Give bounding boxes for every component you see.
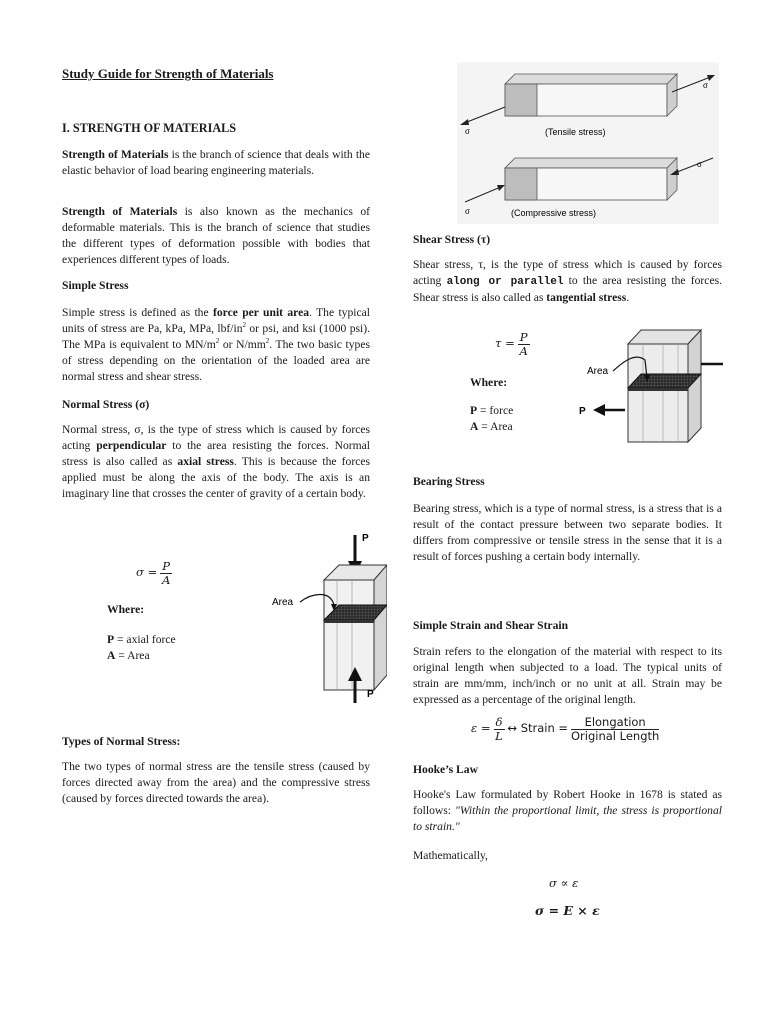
paragraph-shear: Shear stress, τ, is the type of stress which is caused by forces acting along or parallel to the area resisting the forces. Shear stress is also called as tangential stress. bbox=[413, 258, 722, 304]
shear-stress-figure bbox=[573, 322, 723, 447]
normal-stress-figure bbox=[212, 525, 387, 715]
tensile-compressive-figure bbox=[457, 62, 719, 224]
p-bottom-label: P bbox=[367, 689, 374, 700]
where-label-2: Where: bbox=[470, 376, 508, 389]
where-label: Where: bbox=[107, 603, 145, 616]
definition-a-2: A = Area bbox=[470, 420, 513, 433]
types-heading: Types of Normal Stress: bbox=[62, 735, 181, 748]
paragraph-hooke: Hooke's Law formulated by Robert Hooke in 1678 is stated as follows: "Within the proportional limit, the stress is proportional to strain." bbox=[413, 788, 722, 833]
hooke-heading: Hooke’s Law bbox=[413, 763, 478, 776]
sigma-label-2: σ bbox=[703, 81, 708, 90]
definition-p-2: P = force bbox=[470, 404, 514, 417]
hooke-equation: σ = E × ε bbox=[535, 903, 600, 918]
sigma-label-1: σ bbox=[465, 127, 470, 136]
shear-block-front bbox=[628, 344, 688, 442]
mathematically-text: Mathematically, bbox=[413, 849, 488, 862]
definition-p: P = axial force bbox=[107, 633, 176, 646]
shear-stress-heading: Shear Stress (τ) bbox=[413, 233, 491, 246]
tensile-caption: (Tensile stress) bbox=[545, 127, 606, 137]
term-strength-of-materials-2: Strength of Materials bbox=[62, 205, 178, 218]
paragraph-types: The two types of normal stress are the tensile stress (caused by forces directed away from the area) and the compressive stress (caused by forces directed towards the area). bbox=[62, 760, 370, 805]
arrow-left-icon-3 bbox=[593, 404, 605, 416]
paragraph-simple-stress: Simple stress is defined as the force per unit area. The typical units of stress are Pa, kPa, MPa, lbf/$in^2$ or psi, and ksi (1000 psi). The MPa is equivalent to $MN/m^2$ or $N/mm^2$. The two basic types of stress depending on the orientation of the loaded area are normal stress and shear stress. bbox=[62, 306, 371, 383]
shear-stress-formula: τ = $\frac{P}{A}$ bbox=[495, 330, 528, 358]
shear-area bbox=[628, 374, 701, 388]
paragraph-strain: Strain refers to the elongation of the material with respect to its original length when subjected to a load. The typical units of strain are mm/mm, inch/inch or no unit at all. Strain may be expressed as a percentage of the original length. bbox=[413, 645, 722, 706]
definition-a: A = Area bbox=[107, 649, 150, 662]
paragraph-mechanics: Strength of Materials is also known as the mechanics of deformable materials. This is the branch of science that studies the different types of deformation possible with bodies that experiences different types of loads. bbox=[62, 205, 370, 266]
term-strength-of-materials: Strength of Materials bbox=[62, 148, 169, 161]
page-title: Study Guide for Strength of Materials bbox=[62, 66, 274, 81]
block-front-face bbox=[324, 580, 374, 690]
section-heading: I. STRENGTH OF MATERIALS bbox=[62, 121, 237, 135]
paragraph-bearing: Bearing stress, which is a type of normal stress, is a stress that is a result of the contact pressure between two separate bodies. It differs from compressive or tensile stress in the sense that it is a result of forces pushing a certain body internally. bbox=[413, 502, 722, 563]
paragraph-normal-stress: Normal stress, σ, is the type of stress which is caused by forces acting perpendicular to the area resisting the forces. Normal stress is also called as axial stress. This is because the forces applied must be along the axis of the body. The axis is an imaginary line that crosses the center of gravity of a certain body. bbox=[62, 423, 371, 500]
bearing-stress-heading: Bearing Stress bbox=[413, 475, 485, 488]
sigma-label-3: σ bbox=[465, 207, 470, 216]
paragraph-definition: Strength of Materials is the branch of science that deals with the elastic behavior of load bearing engineering materials. bbox=[62, 148, 370, 177]
normal-stress-formula: σ = $\frac{P}{A}$ bbox=[136, 559, 171, 587]
strain-heading: Simple Strain and Shear Strain bbox=[413, 619, 569, 632]
block-side-face bbox=[374, 565, 387, 690]
p-top-label: P bbox=[362, 533, 369, 544]
area-label: Area bbox=[272, 597, 294, 608]
sigma-label-4: σ bbox=[697, 160, 702, 169]
simple-stress-heading: Simple Stress bbox=[62, 279, 129, 292]
strain-formula: ε = $\frac{\delta}{L}$ ↔ Strain = $\frac{\text{Elongation}}{\text{Original Length}}$ bbox=[471, 715, 660, 743]
compressive-caption: (Compressive stress) bbox=[511, 208, 597, 218]
proportionality: σ ∝ ε bbox=[549, 876, 579, 890]
normal-stress-heading: Normal Stress (σ) bbox=[62, 398, 150, 411]
area-label-2: Area bbox=[587, 366, 609, 377]
p-label-shear: P bbox=[579, 406, 586, 417]
